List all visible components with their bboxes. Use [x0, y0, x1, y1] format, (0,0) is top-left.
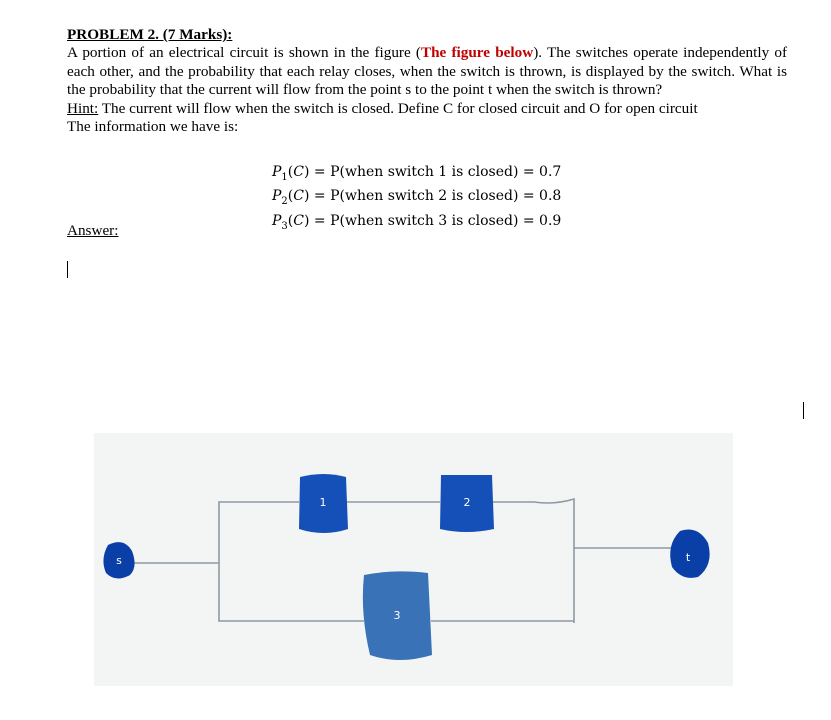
hint-label: Hint: — [67, 99, 99, 117]
node-t-label: t — [685, 551, 691, 564]
equation-mid: = P(when switch 2 is closed) = — [309, 188, 540, 205]
circuit-figure — [94, 433, 733, 686]
equation-row — [272, 163, 561, 187]
intro-before: A portion of an electrical circuit is shown in the figure ( — [67, 44, 421, 62]
problem-statement — [67, 44, 787, 99]
answer-label: Answer: — [67, 222, 119, 239]
circuit-diagram — [94, 433, 733, 686]
text-cursor[interactable] — [67, 261, 68, 278]
hint-text: The current will flow when the switch is closed. Define C for closed circuit and O for open circuit — [98, 99, 698, 117]
problem-block — [67, 26, 788, 239]
equation-mid: = P(when switch 1 is closed) = — [309, 164, 540, 180]
intro-after: ). The switches operate independently of each other, and the probability that each relay closes, when the switch is thrown, is displayed by the switch. What is the probability that the current will flow from the point s to the point t when the switch is thrown? — [67, 44, 788, 99]
hint-line — [67, 100, 787, 118]
figure-reference: The figure below — [420, 44, 534, 62]
node-s-label: s — [116, 554, 122, 567]
problem-title: PROBLEM 2. (7 Marks): — [67, 26, 233, 43]
equation-value: 0.7 — [539, 164, 562, 180]
equation-row — [272, 187, 561, 211]
switch-2-label: 2 — [463, 496, 471, 509]
equation-lhs: $P_1(C)$ — [272, 164, 310, 183]
equations — [272, 163, 561, 236]
info-line: The information we have is: — [67, 118, 239, 136]
switch-1-label: 1 — [319, 496, 327, 509]
text-cursor-right — [803, 402, 804, 419]
equation-lhs: $P_3(C)$ — [272, 212, 310, 232]
equation-row — [272, 212, 561, 236]
equation-lhs: $P_2(C)$ — [272, 188, 310, 208]
equation-value: 0.8 — [539, 188, 562, 205]
switch-3-label: 3 — [393, 609, 401, 622]
equation-mid: = P(when switch 3 is closed) = — [309, 212, 540, 229]
equation-value: 0.9 — [539, 212, 562, 229]
